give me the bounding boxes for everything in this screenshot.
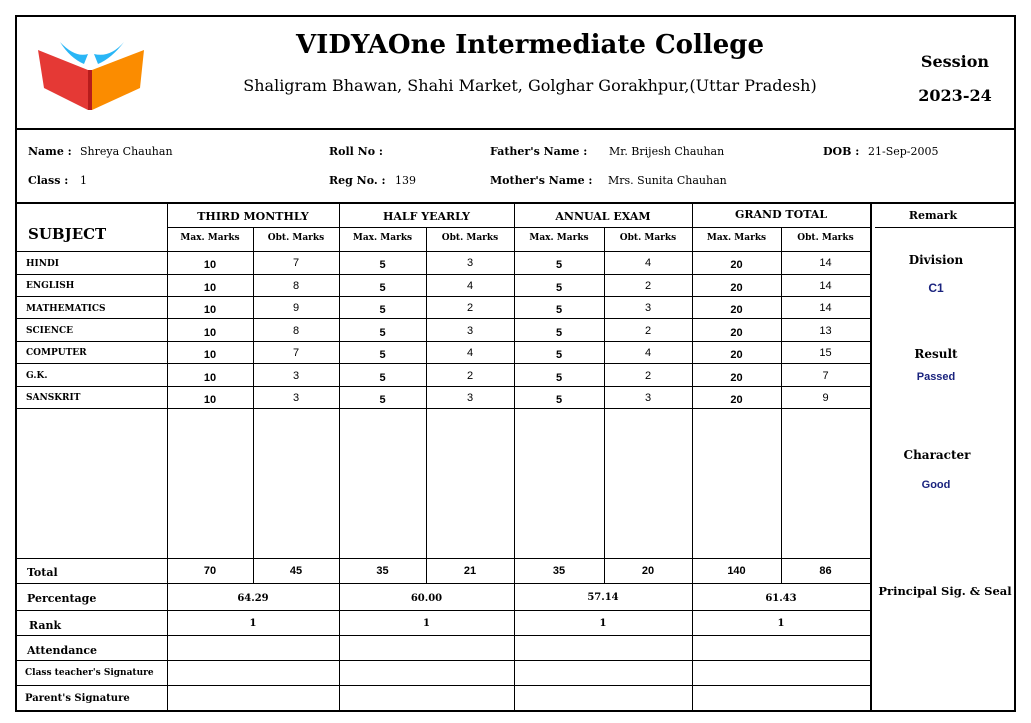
max-marks-cell: 5 — [555, 282, 563, 294]
max-marks-cell: 10 — [203, 349, 217, 361]
grid-line — [15, 635, 870, 636]
obt-marks-header: Obt. Marks — [619, 233, 677, 243]
subject-name: MATHEMATICS — [26, 304, 106, 314]
subject-name: G.K. — [26, 371, 48, 381]
max-marks-cell: 20 — [730, 259, 743, 271]
obt-marks-cell: 8 — [292, 280, 300, 292]
subject-name: COMPUTER — [26, 348, 87, 358]
max-marks-cell: 20 — [730, 304, 743, 316]
obt-marks-cell: 3 — [644, 302, 652, 314]
percentage-value: 61.43 — [765, 593, 797, 604]
session-label: Session — [920, 52, 990, 71]
grid-line — [15, 251, 870, 252]
obt-marks-cell: 7 — [292, 257, 300, 269]
divider — [15, 202, 1016, 204]
obt-marks-cell: 9 — [292, 302, 300, 314]
total-value: 20 — [641, 565, 655, 577]
percentage-value: 64.29 — [237, 593, 269, 604]
grid-line — [15, 274, 870, 275]
mother-name: Mrs. Sunita Chauhan — [608, 174, 727, 187]
character-value: Good — [921, 479, 951, 491]
max-marks-header: Max. Marks — [706, 233, 767, 243]
subject-header: SUBJECT — [28, 225, 107, 243]
grid-line — [514, 203, 515, 710]
max-marks-cell: 5 — [555, 372, 563, 384]
father-name: Mr. Brijesh Chauhan — [609, 145, 725, 158]
father-label: Father's Name : — [490, 145, 588, 158]
obt-marks-cell: 13 — [819, 325, 832, 337]
rank-value: 1 — [249, 618, 257, 629]
grid-line — [692, 203, 693, 710]
exam-header-half-yearly: HALF YEARLY — [382, 210, 471, 223]
max-marks-cell: 10 — [203, 282, 217, 294]
total-value: 86 — [819, 565, 832, 577]
max-marks-cell: 5 — [379, 327, 386, 339]
total-value: 35 — [376, 565, 389, 577]
exam-header-grand-total: GRAND TOTAL — [734, 208, 828, 221]
total-value: 35 — [552, 565, 566, 577]
remark-header: Remark — [908, 209, 958, 222]
obt-marks-cell: 9 — [822, 392, 829, 404]
max-marks-cell: 20 — [730, 394, 743, 406]
obt-marks-cell: 4 — [466, 347, 474, 359]
max-marks-cell: 10 — [203, 394, 217, 406]
college-name: VIDYAOne Intermediate College — [295, 30, 765, 60]
class-label: Class : — [28, 174, 69, 187]
max-marks-cell: 20 — [730, 327, 743, 339]
max-marks-header: Max. Marks — [529, 233, 589, 243]
grid-line — [15, 363, 870, 364]
max-marks-cell: 5 — [379, 394, 386, 406]
obt-marks-cell: 3 — [466, 325, 474, 337]
max-marks-header: Max. Marks — [352, 233, 413, 243]
grid-line — [15, 583, 870, 584]
character-label: Character — [903, 448, 971, 462]
max-marks-cell: 5 — [379, 282, 386, 294]
student-name: Shreya Chauhan — [80, 145, 173, 158]
total-value: 140 — [727, 565, 746, 577]
obt-marks-cell: 15 — [819, 347, 832, 359]
max-marks-cell: 5 — [379, 304, 386, 316]
subject-name: ENGLISH — [26, 281, 75, 291]
max-marks-cell: 5 — [379, 259, 386, 271]
max-marks-cell: 5 — [379, 349, 386, 361]
obt-marks-cell: 8 — [292, 325, 300, 337]
mother-label: Mother's Name : — [490, 174, 593, 187]
name-label: Name : — [28, 145, 72, 158]
obt-marks-header: Obt. Marks — [797, 233, 854, 243]
grid-line — [167, 227, 870, 228]
obt-marks-cell: 7 — [822, 370, 829, 382]
max-marks-cell: 5 — [555, 327, 563, 339]
exam-header-third-monthly: THIRD MONTHLY — [197, 210, 309, 223]
max-marks-cell: 10 — [203, 259, 217, 271]
grid-line — [15, 660, 870, 661]
obt-marks-cell: 3 — [292, 370, 300, 382]
reg-value: 139 — [395, 174, 416, 187]
dob-value: 21-Sep-2005 — [868, 145, 939, 158]
percentage-label: Percentage — [27, 592, 97, 605]
result-label: Result — [914, 347, 958, 361]
rank-label: Rank — [29, 619, 62, 632]
result-value: Passed — [916, 371, 956, 383]
division-value: C1 — [928, 281, 944, 295]
total-value: 70 — [203, 565, 217, 577]
grid-line — [167, 203, 168, 710]
exam-header-annual-exam: ANNUAL EXAM — [555, 210, 651, 223]
roll-label: Roll No : — [329, 145, 383, 158]
obt-marks-cell: 3 — [644, 392, 652, 404]
obt-marks-cell: 7 — [292, 347, 300, 359]
rank-value: 1 — [423, 618, 430, 629]
total-label: Total — [27, 566, 58, 579]
percentage-value: 57.14 — [587, 592, 619, 603]
obt-marks-cell: 2 — [644, 325, 652, 337]
obt-marks-cell: 4 — [644, 257, 652, 269]
college-address: Shaligram Bhawan, Shahi Market, Golghar Gorakhpur,(Uttar Pradesh) — [243, 76, 817, 95]
open-book-logo-icon — [30, 28, 156, 116]
obt-marks-cell: 2 — [644, 280, 652, 292]
grid-line — [15, 318, 870, 319]
max-marks-header: Max. Marks — [180, 233, 240, 243]
total-value: 45 — [289, 565, 303, 577]
attendance-label: Attendance — [27, 644, 98, 657]
obt-marks-cell: 2 — [466, 370, 474, 382]
principal-signature-label: Principal Sig. & Seal — [878, 584, 1012, 598]
reg-label: Reg No. : — [329, 174, 386, 187]
max-marks-cell: 5 — [379, 372, 386, 384]
class-teacher-signature-label: Class teacher's Signature — [25, 668, 154, 678]
max-marks-cell: 10 — [203, 327, 217, 339]
subject-name: SANSKRIT — [26, 393, 81, 403]
class-value: 1 — [80, 174, 87, 187]
obt-marks-cell: 4 — [644, 347, 652, 359]
grid-line — [15, 386, 870, 387]
grid-line — [15, 341, 870, 342]
obt-marks-cell: 3 — [292, 392, 300, 404]
grid-line — [15, 296, 870, 297]
percentage-value: 60.00 — [410, 593, 443, 604]
max-marks-cell: 20 — [730, 372, 743, 384]
max-marks-cell: 20 — [730, 349, 743, 361]
grid-line — [875, 227, 1014, 228]
total-value: 21 — [463, 565, 477, 577]
divider — [15, 128, 1016, 130]
parent-signature-label: Parent's Signature — [25, 693, 130, 704]
max-marks-cell: 10 — [203, 372, 217, 384]
subject-name: SCIENCE — [26, 326, 73, 336]
max-marks-cell: 10 — [203, 304, 217, 316]
rank-value: 1 — [599, 618, 607, 629]
grid-line — [15, 610, 870, 611]
max-marks-cell: 5 — [555, 349, 563, 361]
grid-line — [339, 203, 340, 710]
grid-line — [15, 685, 870, 686]
obt-marks-cell: 2 — [644, 370, 652, 382]
session-value: 2023-24 — [918, 86, 992, 105]
dob-label: DOB : — [823, 145, 860, 158]
subject-name: HINDI — [26, 259, 59, 269]
obt-marks-cell: 14 — [819, 302, 832, 314]
obt-marks-cell: 3 — [466, 392, 474, 404]
grid-line — [15, 558, 870, 559]
obt-marks-header: Obt. Marks — [441, 233, 499, 243]
rank-value: 1 — [777, 618, 785, 629]
obt-marks-cell: 4 — [466, 280, 474, 292]
obt-marks-cell: 14 — [819, 280, 832, 292]
grid-line — [15, 408, 870, 409]
division-label: Division — [908, 253, 964, 267]
obt-marks-cell: 3 — [466, 257, 474, 269]
max-marks-cell: 20 — [730, 282, 743, 294]
obt-marks-cell: 14 — [819, 257, 832, 269]
obt-marks-cell: 2 — [466, 302, 474, 314]
max-marks-cell: 5 — [555, 259, 563, 271]
max-marks-cell: 5 — [555, 394, 563, 406]
obt-marks-header: Obt. Marks — [267, 233, 325, 243]
max-marks-cell: 5 — [555, 304, 563, 316]
